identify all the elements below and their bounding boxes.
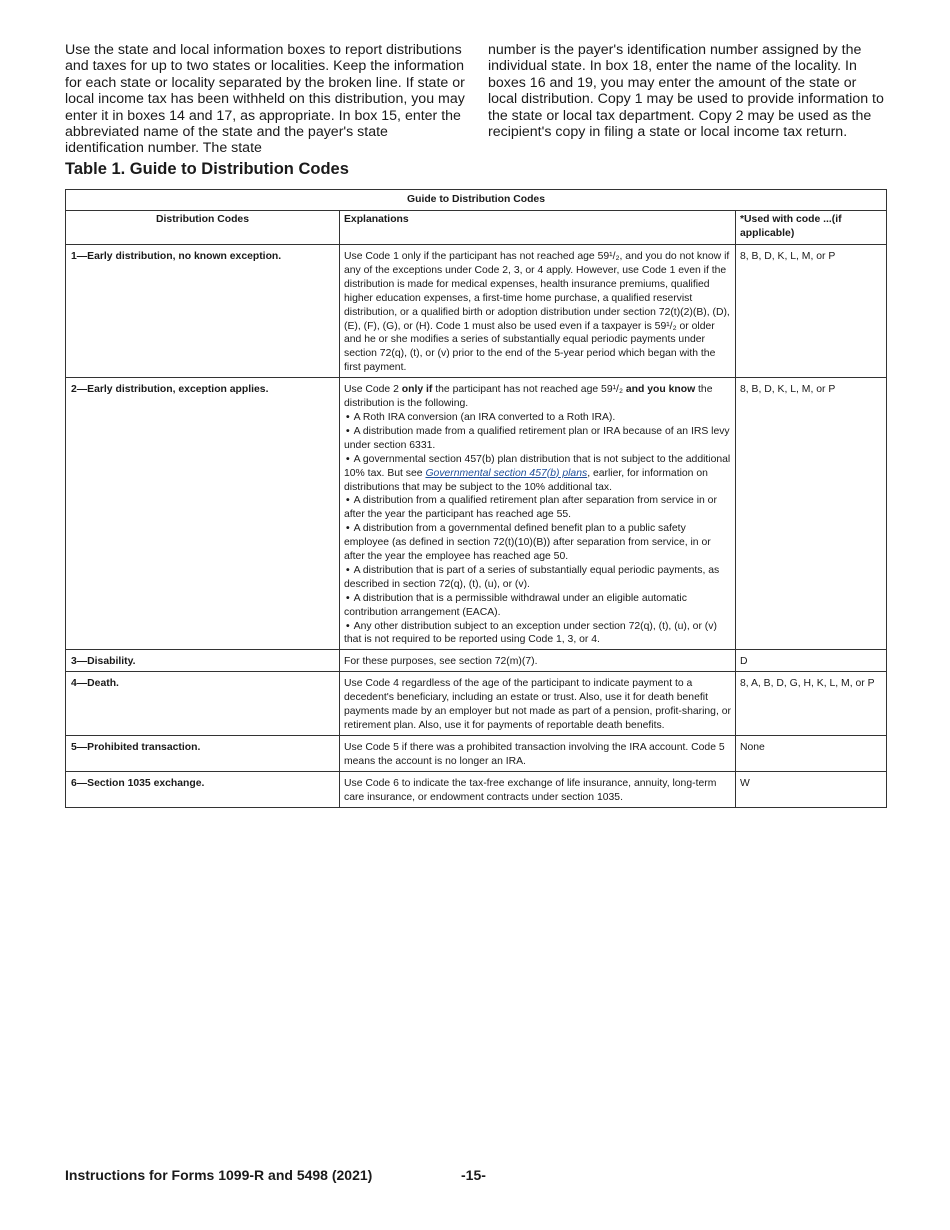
bullet-text: A distribution that is part of a series of substantially equal periodic payments, as described in section 72(q), (t), (u), or (v). bbox=[344, 564, 720, 590]
bullet-text: A distribution from a qualified retirement plan after separation from service in or after the year the participant has reached age 55. bbox=[344, 495, 717, 521]
table-row bbox=[66, 735, 887, 771]
governmental-457b-link[interactable]: Governmental section 457(b) plans bbox=[425, 467, 588, 479]
bullet-icon: • bbox=[346, 453, 350, 465]
header-distribution-codes: Distribution Codes bbox=[66, 211, 340, 245]
row-used-with: 8, A, B, D, G, H, K, L, M, or P bbox=[736, 672, 887, 736]
row-code: 6—Section 1035 exchange. bbox=[66, 771, 340, 807]
bullet-text: A distribution made from a qualified retirement plan or IRA because of an IRS levy under section 6331. bbox=[344, 425, 730, 451]
table-heading: Table 1. Guide to Distribution Codes bbox=[65, 160, 349, 178]
table-row bbox=[66, 650, 887, 672]
bullet-text: A distribution from a governmental defined benefit plan to a public safety employee (as defined in section 72(t)(10)(B)) after separation from service, in or after the year the employee has reached age 50. bbox=[344, 523, 711, 563]
header-used-with: *Used with code ...(if applicable) bbox=[736, 211, 887, 245]
bullet-text: , earlier, for information on distributions that may be subject to the 10% additional tax. bbox=[344, 467, 708, 493]
bullet-icon: • bbox=[346, 411, 350, 423]
bullet-item bbox=[344, 620, 731, 648]
bullet-icon: • bbox=[346, 564, 350, 576]
table-caption: Guide to Distribution Codes bbox=[66, 190, 887, 211]
bullet-icon: • bbox=[346, 592, 350, 604]
table-row bbox=[66, 378, 887, 650]
bullet-text: A Roth IRA conversion (an IRA converted to a Roth IRA). bbox=[353, 411, 616, 423]
bullet-icon: • bbox=[346, 425, 350, 437]
table-row bbox=[66, 672, 887, 736]
bullet-icon: • bbox=[346, 523, 350, 535]
row-code: 3—Disability. bbox=[66, 650, 340, 672]
bullet-text: A distribution that is a permissible withdrawal under an eligible automatic contribution arrangement (EACA). bbox=[344, 592, 687, 618]
header-explanations: Explanations bbox=[340, 211, 736, 245]
bullet-item bbox=[344, 425, 731, 453]
intro-left-column: Use the state and local information boxes to report distributions and taxes for up to two states or localities. Keep the information for each state or locality separated by the broken line. If state or local income tax has been withheld on this distribution, you may enter it in boxes 14 and 17, as appropriate. In box 15, enter the abbreviated name of the state and the payer's state identification number. The state bbox=[65, 42, 465, 157]
explanation-text: Use Code 2 bbox=[344, 384, 402, 396]
row-used-with: D bbox=[736, 650, 887, 672]
bullet-item bbox=[344, 592, 731, 620]
row-explanation bbox=[340, 378, 736, 650]
bullet-item bbox=[344, 522, 731, 564]
intro-right-column: number is the payer's identification number assigned by the individual state. In box 18, enter the name of the locality. In boxes 16 and 19, you may enter the amount of the state or local distribution. Copy 1 may be used to provide information to the state or local tax department. Copy 2 may be used as the recipient's copy in filing a state or local income tax return. bbox=[488, 42, 884, 141]
explanation-text: the distribution is the following. bbox=[344, 384, 713, 410]
row-used-with: None bbox=[736, 735, 887, 771]
emphasis-text: only if bbox=[401, 384, 433, 396]
explanation-text: the participant has not reached age 59¹/₂ bbox=[432, 384, 626, 396]
bullet-icon: • bbox=[346, 620, 350, 632]
table-row bbox=[66, 245, 887, 378]
bullet-item bbox=[344, 411, 731, 425]
bullet-icon: • bbox=[346, 495, 350, 507]
row-explanation: Use Code 5 if there was a prohibited transaction involving the IRA account. Code 5 means the account is no longer an IRA. bbox=[340, 735, 736, 771]
emphasis-text: and you know bbox=[625, 384, 696, 396]
bullet-text: Any other distribution subject to an exception under section 72(q), (t), (u), or (v) that is not required to be reported using Code 1, 3, or 4. bbox=[344, 620, 717, 646]
page-number: -15- bbox=[461, 1167, 486, 1183]
distribution-codes-table bbox=[65, 189, 887, 808]
row-code: 5—Prohibited transaction. bbox=[66, 735, 340, 771]
row-code: 4—Death. bbox=[66, 672, 340, 736]
row-used-with: W bbox=[736, 771, 887, 807]
bullet-item bbox=[344, 564, 731, 592]
row-used-with: 8, B, D, K, L, M, or P bbox=[736, 378, 887, 650]
row-used-with: 8, B, D, K, L, M, or P bbox=[736, 245, 887, 378]
row-explanation: For these purposes, see section 72(m)(7). bbox=[340, 650, 736, 672]
table-row bbox=[66, 771, 887, 807]
bullet-item bbox=[344, 494, 731, 522]
row-code: 2—Early distribution, exception applies. bbox=[66, 378, 340, 650]
bullet-text: A governmental section 457(b) plan distribution that is not subject to the additional 10% tax. But see bbox=[344, 453, 731, 479]
row-explanation: Use Code 4 regardless of the age of the participant to indicate payment to a decedent's beneficiary, including an estate or trust. Also, use it for death benefit payments made by an employer but not made as part of a pension, profit-sharing, or retirement plan. Also, use it for payments of reportable death benefits. bbox=[340, 672, 736, 736]
row-explanation: Use Code 1 only if the participant has not reached age 59¹/₂, and you do not know if any of the exceptions under Code 2, 3, or 4 apply. However, use Code 1 even if the distribution is made for medical expenses, health insurance premiums, qualified higher education expenses, a first-time home purchase, a qualified reservist distribution, or a qualified birth or adoption distribution under section 72(t)(2)(B), (D), (E), (F), (G), or (H). Code 1 must also be used even if a taxpayer is 59¹/₂ or older and he or she modifies a series of substantially equal periodic payments under section 72(q), (t), or (v) prior to the end of the 5-year period which began with the first payment. bbox=[340, 245, 736, 378]
bullet-item bbox=[344, 453, 731, 495]
row-code: 1—Early distribution, no known exception. bbox=[66, 245, 340, 378]
row-explanation: Use Code 6 to indicate the tax-free exchange of life insurance, annuity, long-term care insurance, or endowment contracts under section 1035. bbox=[340, 771, 736, 807]
footer-title: Instructions for Forms 1099-R and 5498 (2021) bbox=[65, 1167, 373, 1183]
